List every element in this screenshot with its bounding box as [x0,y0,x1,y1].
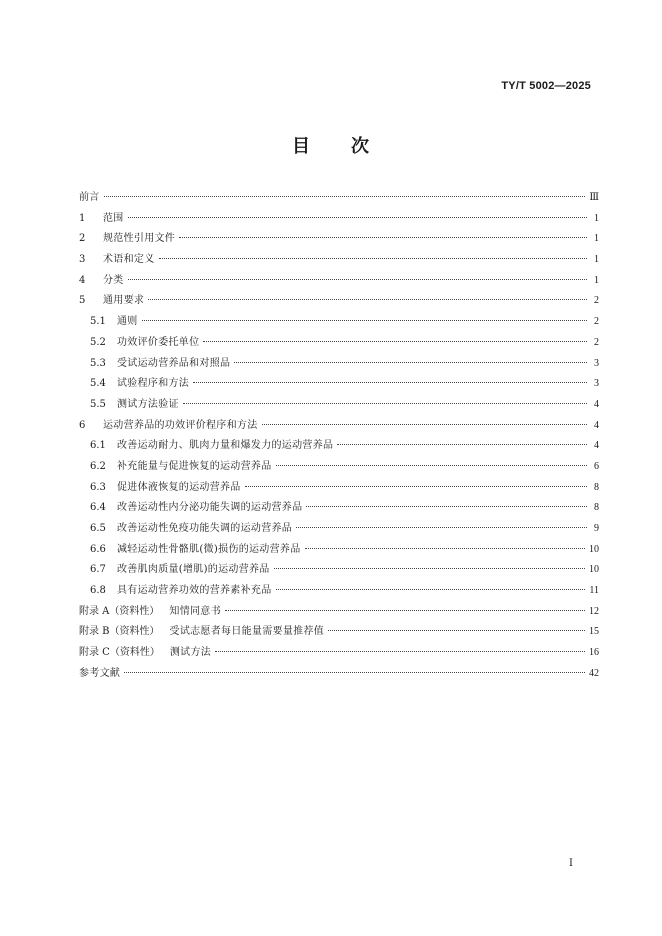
toc-entry-number: 6.8 [90,585,106,597]
toc-entry[interactable] [79,354,599,375]
toc-entry-title: 试验程序和方法 [117,378,190,390]
toc-entry[interactable] [79,664,599,685]
toc-dot-leader [148,299,587,300]
toc-entry-number: 5.3 [90,357,106,369]
toc-entry[interactable] [79,416,599,437]
toc-entry-number: 附录 A（资料性） [79,605,160,617]
toc-dot-leader [225,610,585,611]
toc-entry-number: 6 [79,419,86,431]
toc-entry[interactable] [79,519,599,540]
title-char-1: 目 [292,136,311,157]
toc-dot-leader [262,424,588,425]
page-title [0,132,662,158]
toc-entry-title: 受试志愿者每日能量需要量推荐值 [169,626,325,638]
toc-entry-page: 1 [594,254,599,266]
toc-entry-title: 改善运动性免疫功能失调的运动营养品 [117,523,293,534]
toc-dot-leader [234,362,587,363]
toc-entry-page: 11 [589,585,599,597]
toc-entry[interactable] [79,395,599,416]
toc-dot-leader [306,506,587,507]
toc-entry-number: 1 [79,212,86,224]
toc-entry-title: 知情同意书 [169,605,221,617]
toc-entry-number: 5.5 [90,398,106,410]
toc-entry[interactable] [79,436,599,457]
toc-entry[interactable] [79,478,599,499]
toc-entry-title: 通用要求 [103,295,145,307]
toc-entry-title: 改善运动性内分泌功能失调的运动营养品 [117,502,303,514]
toc-entry[interactable] [79,333,599,354]
toc-entry-page: 4 [594,398,599,410]
toc-entry-page: 10 [589,543,599,555]
toc-entry[interactable] [79,209,599,230]
toc-entry-number: 6.4 [90,502,106,514]
toc-entry-page: Ⅲ [589,192,599,203]
toc-dot-leader [128,217,587,218]
toc-entry-page: 15 [589,626,599,638]
toc-entry[interactable] [79,312,599,333]
toc-entry-title: 改善运动耐力、肌肉力量和爆发力的运动营养品 [117,440,334,452]
toc-entry[interactable] [79,291,599,312]
toc-dot-leader [337,444,587,445]
toc-dot-leader [179,237,587,238]
toc-entry-number: 6.3 [90,481,106,493]
toc-entry-number: 6.2 [90,460,106,472]
toc-dot-leader [215,651,585,652]
toc-entry[interactable] [79,250,599,271]
toc-entry-number: 5.4 [90,378,106,390]
page-number: Ⅰ [569,858,573,869]
toc-dot-leader [128,279,587,280]
toc-entry-page: 2 [594,295,599,307]
toc-entry-number: 附录 B（资料性） [79,626,160,638]
toc-entry[interactable] [79,271,599,292]
toc-entry-title: 前言 [79,192,100,203]
title-char-2: 次 [351,136,370,157]
toc-entry-number: 2 [79,233,86,245]
toc-entry-number: 6.5 [90,523,106,534]
toc-entry-page: 1 [594,233,599,245]
toc-entry-title: 受试运动营养品和对照品 [117,357,231,369]
toc-dot-leader [142,320,587,321]
toc-entry-page: 2 [594,316,599,328]
toc-entry-number: 5.2 [90,336,106,348]
toc-entry-page: 8 [594,481,599,493]
toc-entry-title: 测试方法验证 [117,398,179,410]
toc-entry-number: 6.7 [90,564,106,576]
table-of-contents [79,188,599,685]
toc-entry-number: 附录 C（资料性） [79,647,160,659]
toc-entry-title: 改善肌肉质量(增肌)的运动营养品 [117,564,270,576]
toc-entry-title: 功效评价委托单位 [117,336,200,348]
toc-dot-leader [124,672,585,673]
toc-entry-page: 6 [594,460,599,472]
toc-entry[interactable] [79,374,599,395]
toc-entry-number: 4 [79,274,86,286]
toc-dot-leader [296,527,587,528]
toc-entry-title: 减轻运动性骨骼肌(微)损伤的运动营养品 [117,543,301,555]
toc-entry-page: 12 [589,605,599,617]
toc-entry-title: 通则 [117,316,138,328]
toc-entry[interactable] [79,457,599,478]
toc-entry-title: 运动营养品的功效评价程序和方法 [103,419,258,431]
toc-dot-leader [305,548,585,549]
toc-entry-number: 6.6 [90,543,106,555]
toc-entry[interactable] [79,188,599,209]
toc-entry-number: 3 [79,254,86,266]
toc-dot-leader [328,630,585,631]
toc-entry-title: 规范性引用文件 [103,233,176,245]
toc-entry-page: 16 [589,647,599,659]
toc-entry[interactable] [79,602,599,623]
toc-entry-title: 促进体液恢复的运动营养品 [117,481,241,493]
toc-entry-page: 9 [594,523,599,534]
toc-dot-leader [245,486,587,487]
toc-dot-leader [203,341,587,342]
toc-entry-title: 测试方法 [169,647,212,659]
toc-dot-leader [183,403,587,404]
toc-entry-number: 5.1 [90,316,106,328]
toc-entry[interactable] [79,581,599,602]
toc-dot-leader [276,589,586,590]
toc-entry[interactable] [79,229,599,250]
toc-entry-page: 3 [594,378,599,390]
toc-entry-page: 4 [594,440,599,452]
toc-entry-title: 参考文献 [79,667,121,679]
toc-entry-page: 1 [594,274,599,286]
toc-entry[interactable] [79,622,599,643]
toc-entry-page: 2 [594,336,599,348]
toc-entry-page: 42 [589,667,599,679]
toc-entry-page: 8 [594,502,599,514]
toc-entry-page: 3 [594,357,599,369]
toc-entry-page: 4 [594,419,599,431]
toc-entry-page: 10 [589,564,599,576]
toc-entry[interactable] [79,540,599,561]
toc-entry-title: 补充能量与促进恢复的运动营养品 [117,460,272,472]
toc-entry[interactable] [79,560,599,581]
toc-dot-leader [104,196,586,197]
toc-entry-number: 5 [79,295,86,307]
toc-entry[interactable] [79,498,599,519]
toc-dot-leader [193,382,587,383]
toc-entry[interactable] [79,643,599,664]
toc-entry-page: 1 [594,212,599,224]
standard-code: TY/T 5002—2025 [501,80,591,92]
toc-entry-title: 范围 [103,212,124,224]
toc-dot-leader [159,258,588,259]
toc-entry-title: 术语和定义 [103,254,155,266]
toc-dot-leader [276,465,588,466]
toc-dot-leader [274,568,585,569]
toc-entry-number: 6.1 [90,440,106,452]
toc-entry-title: 分类 [103,274,124,286]
toc-entry-title: 具有运动营养功效的营养素补充品 [117,585,272,597]
